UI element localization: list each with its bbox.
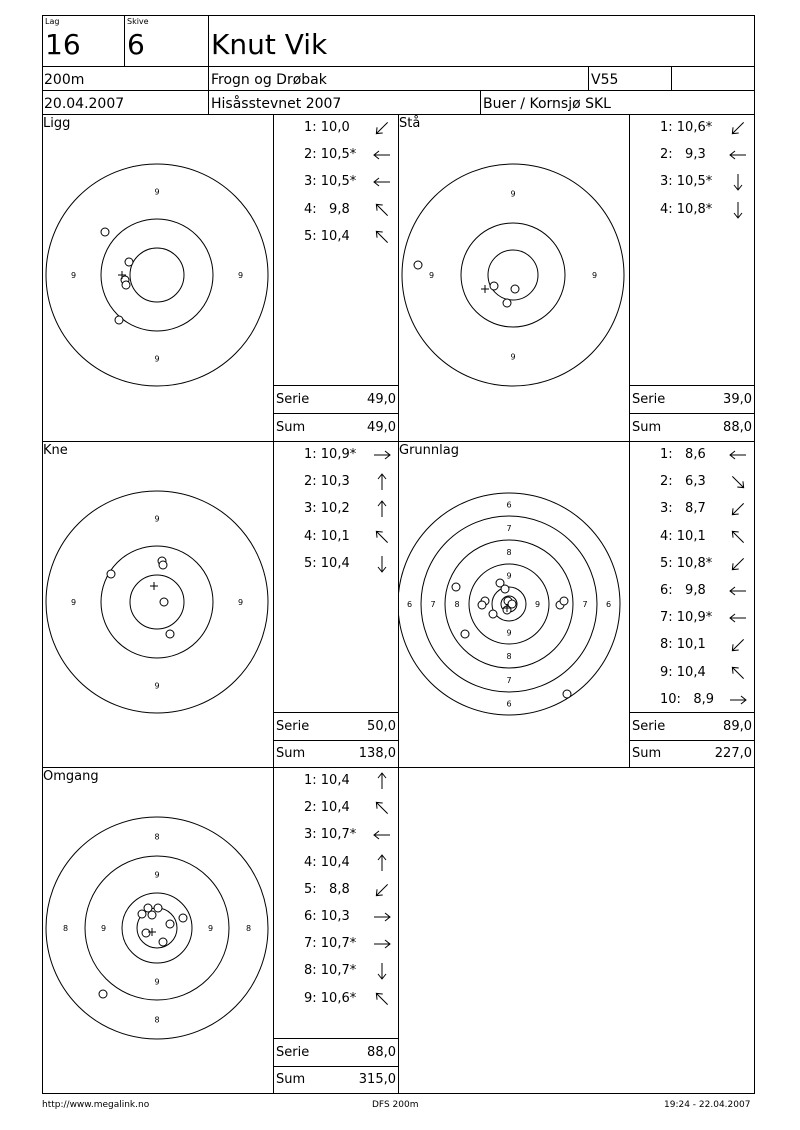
lag-label: Lag [45, 17, 60, 26]
sum-label: Sum [276, 1072, 306, 1087]
shot-row [660, 610, 712, 625]
shot-row [660, 529, 706, 544]
footer-url[interactable]: http://www.megalink.no [42, 1100, 150, 1110]
shot-score: 2: 6,3 [660, 474, 706, 490]
shot-hole [490, 282, 498, 290]
direction-arrow-icon [728, 499, 748, 519]
footer-program: DFS 200m [372, 1100, 419, 1110]
serie-label: Serie [632, 392, 666, 407]
shot-hole [166, 920, 174, 928]
section-title-omgang: Omgang [43, 769, 99, 784]
shot-row [304, 529, 350, 544]
direction-arrow-icon [372, 961, 392, 981]
ring-label: 7 [582, 600, 588, 609]
shot-list-sta [630, 115, 754, 385]
shot-score: 1: 10,4 [304, 773, 350, 788]
shot-hole [560, 597, 568, 605]
sum-label: Sum [276, 746, 306, 761]
sum-value: 227,0 [714, 746, 752, 761]
shot-score: 9: 10,6* [304, 990, 357, 1006]
shot-hole [125, 258, 133, 266]
shot-score: 4: 9,8 [304, 201, 350, 217]
direction-arrow-icon [728, 608, 748, 628]
shot-score: 8: 10,1 [660, 637, 706, 653]
shot-hole [489, 610, 497, 618]
shot-hole [101, 228, 109, 236]
shot-hole [148, 911, 156, 919]
shot-row [304, 963, 356, 978]
shot-row [304, 501, 350, 516]
ring-label: 8 [62, 924, 69, 933]
ring-label: 7 [506, 524, 512, 533]
shot-row [660, 202, 712, 217]
direction-arrow-icon [372, 499, 392, 519]
shot-row [660, 583, 706, 598]
direction-arrow-icon [372, 145, 392, 165]
sum-value: 315,0 [358, 1072, 396, 1087]
date: 20.04.2007 [44, 96, 125, 112]
direction-arrow-icon [372, 825, 392, 845]
ring-label: 6 [406, 600, 413, 609]
event: Hisåsstevnet 2007 [211, 96, 342, 112]
shot-score: 3: 10,5* [660, 174, 713, 190]
ring-label: 9 [154, 870, 160, 880]
ring-label: 9 [428, 271, 435, 280]
direction-arrow-icon [728, 554, 748, 574]
distance: 200m [44, 72, 85, 88]
shot-score: 2: 9,3 [660, 147, 706, 163]
shot-row [304, 120, 350, 135]
direction-arrow-icon [372, 472, 392, 492]
shot-hole [138, 910, 146, 918]
serie-value: 50,0 [367, 719, 396, 734]
shot-score: 5: 10,8* [660, 555, 713, 571]
direction-arrow-icon [372, 907, 392, 927]
direction-arrow-icon [372, 934, 392, 954]
shot-score: 1: 10,9* [304, 447, 357, 462]
ring-label: 8 [154, 832, 160, 842]
serie-value: 89,0 [723, 719, 752, 734]
shot-score: 1: 8,6 [660, 447, 706, 462]
shot-score: 1: 10,6* [660, 120, 713, 135]
ring-label: 8 [506, 548, 512, 557]
direction-arrow-icon [372, 554, 392, 574]
shot-row [660, 174, 712, 189]
ring-label: 9 [534, 600, 541, 609]
ring-label: 6 [506, 500, 512, 510]
ring-label: 9 [154, 514, 160, 524]
direction-arrow-icon [728, 145, 748, 165]
ring-label: 9 [154, 354, 160, 364]
ring-label: 7 [430, 600, 436, 609]
location: Buer / Kornsjø SKL [483, 96, 611, 112]
shot-hole [107, 570, 115, 578]
direction-arrow-icon [372, 227, 392, 247]
shot-hole [511, 285, 519, 293]
target-inner-ring [122, 893, 192, 963]
shot-row [304, 909, 350, 924]
serie-label: Serie [632, 719, 666, 734]
shot-hole [142, 929, 150, 937]
ring-label: 9 [237, 271, 244, 280]
class: V55 [591, 72, 619, 88]
shot-hole [501, 585, 509, 593]
shot-score: 4: 10,1 [304, 528, 350, 544]
shot-row [304, 936, 356, 951]
shot-score: 4: 10,8* [660, 201, 713, 217]
serie-value: 49,0 [367, 392, 396, 407]
shot-score: 3: 8,7 [660, 501, 706, 517]
section-title-sta: Stå [399, 116, 421, 131]
ring-label: 8 [245, 924, 252, 933]
shot-list-omgang [274, 768, 398, 1038]
footer-timestamp: 19:24 - 22.04.2007 [664, 1100, 751, 1110]
shot-hole [159, 561, 167, 569]
direction-arrow-icon [372, 445, 392, 465]
shot-row [304, 855, 350, 870]
skive-value: 6 [127, 28, 145, 61]
shot-row [304, 147, 356, 162]
direction-arrow-icon [728, 635, 748, 655]
shot-score: 6: 9,8 [660, 583, 706, 598]
shot-score: 3: 10,7* [304, 827, 357, 843]
shot-row [660, 501, 706, 516]
direction-arrow-icon [372, 771, 392, 791]
shot-score: 9: 10,4 [660, 664, 706, 680]
serie-label: Serie [276, 392, 310, 407]
target-ring [46, 164, 268, 386]
sum-label: Sum [632, 420, 662, 435]
shot-hole [166, 630, 174, 638]
direction-arrow-icon [372, 118, 392, 138]
shot-score: 2: 10,5* [304, 147, 357, 163]
ring-label: 8 [506, 652, 512, 661]
direction-arrow-icon [728, 118, 748, 138]
section-title-kne: Kne [43, 443, 68, 458]
direction-arrow-icon [372, 798, 392, 818]
ring-label: 9 [154, 187, 160, 197]
center-cross [481, 285, 489, 293]
target-ring [461, 223, 565, 327]
shot-row [660, 474, 706, 489]
target-ring [46, 817, 268, 1039]
ring-label: 8 [154, 1015, 160, 1025]
shot-row [304, 474, 350, 489]
ring-label: 9 [70, 271, 77, 280]
shot-row [660, 120, 712, 135]
shot-score: 5: 8,8 [304, 881, 350, 897]
shot-row [304, 556, 350, 571]
target-omgang [43, 768, 273, 1093]
shot-score: 3: 10,2 [304, 501, 350, 517]
ring-label: 9 [506, 628, 512, 638]
shot-row [304, 773, 350, 788]
target-ligg [43, 115, 273, 441]
ring-label: 9 [70, 598, 77, 607]
shot-score: 7: 10,7* [304, 936, 357, 952]
center-cross [150, 582, 158, 590]
target-inner-ring [130, 575, 184, 629]
target-ring [101, 219, 213, 331]
ring-label: 9 [506, 571, 512, 581]
shot-hole [160, 598, 168, 606]
direction-arrow-icon [372, 989, 392, 1009]
shot-hole [99, 990, 107, 998]
shot-score: 2: 10,4 [304, 800, 350, 816]
shot-score: 10: 8,9 [660, 691, 714, 707]
sum-value: 88,0 [723, 420, 752, 435]
shot-hole [414, 261, 422, 269]
shot-score: 2: 10,3 [304, 474, 350, 490]
ring-label: 7 [506, 676, 512, 685]
ring-label: 8 [454, 600, 460, 609]
direction-arrow-icon [728, 690, 748, 710]
direction-arrow-icon [372, 172, 392, 192]
shot-hole [461, 630, 469, 638]
direction-arrow-icon [728, 172, 748, 192]
shot-score: 5: 10,4 [304, 555, 350, 571]
ring-label: 9 [510, 189, 516, 199]
shot-row [304, 174, 356, 189]
shot-score: 1: 10,0 [304, 120, 350, 135]
shot-hole [563, 690, 571, 698]
sum-value: 49,0 [367, 420, 396, 435]
shooter-name: Knut Vik [211, 28, 328, 61]
target-grunnlag [399, 442, 629, 767]
shot-row [660, 665, 706, 680]
shot-row [304, 229, 350, 244]
shot-list-grunnlag [630, 442, 754, 712]
shot-hole [503, 299, 511, 307]
direction-arrow-icon [372, 200, 392, 220]
shot-score: 4: 10,4 [304, 854, 350, 870]
shot-row [660, 447, 706, 462]
shot-score: 4: 10,1 [660, 528, 706, 544]
shot-hole [159, 938, 167, 946]
shot-row [304, 991, 356, 1006]
ring-label: 9 [237, 598, 244, 607]
direction-arrow-icon [372, 527, 392, 547]
shot-hole [122, 281, 130, 289]
shot-row [660, 556, 712, 571]
shot-hole [179, 914, 187, 922]
target-ring [46, 491, 268, 713]
ring-label: 9 [510, 352, 516, 362]
direction-arrow-icon [372, 853, 392, 873]
shot-score: 7: 10,9* [660, 610, 713, 626]
shot-score: 3: 10,5* [304, 174, 357, 190]
direction-arrow-icon [372, 880, 392, 900]
direction-arrow-icon [728, 445, 748, 465]
shot-row [304, 202, 350, 217]
ring-label: 9 [591, 271, 598, 280]
shot-row [304, 800, 350, 815]
shot-list-kne [274, 442, 398, 712]
sum-value: 138,0 [358, 746, 396, 761]
section-title-ligg: Ligg [43, 116, 71, 131]
serie-label: Serie [276, 1045, 310, 1060]
shot-row [304, 827, 356, 842]
shot-row [304, 882, 350, 897]
club: Frogn og Drøbak [211, 72, 327, 88]
direction-arrow-icon [728, 472, 748, 492]
lag-value: 16 [45, 28, 81, 61]
serie-label: Serie [276, 719, 310, 734]
shot-score: 5: 10,4 [304, 228, 350, 244]
shot-row [660, 692, 714, 707]
shot-hole [115, 316, 123, 324]
shot-list-ligg [274, 115, 398, 385]
direction-arrow-icon [728, 663, 748, 683]
ring-label: 9 [154, 977, 160, 987]
direction-arrow-icon [728, 527, 748, 547]
shot-hole [478, 601, 486, 609]
direction-arrow-icon [728, 200, 748, 220]
shot-row [660, 637, 706, 652]
direction-arrow-icon [728, 581, 748, 601]
shot-row [304, 447, 356, 462]
shot-row [660, 147, 706, 162]
shot-hole [154, 904, 162, 912]
ring-label: 6 [605, 600, 612, 609]
serie-value: 39,0 [723, 392, 752, 407]
ring-label: 9 [154, 681, 160, 691]
sum-label: Sum [276, 420, 306, 435]
ring-label: 6 [506, 699, 512, 709]
serie-value: 88,0 [367, 1045, 396, 1060]
shot-score: 8: 10,7* [304, 963, 357, 979]
target-inner-ring [130, 248, 184, 302]
ring-label: 9 [100, 924, 107, 933]
shot-hole [452, 583, 460, 591]
target-kne [43, 442, 273, 767]
target-sta [399, 115, 629, 441]
section-title-grunnlag: Grunnlag [399, 443, 459, 458]
sum-label: Sum [632, 746, 662, 761]
shot-score: 6: 10,3 [304, 909, 350, 924]
skive-label: Skive [127, 17, 149, 26]
target-ring [101, 546, 213, 658]
ring-label: 9 [207, 924, 214, 933]
